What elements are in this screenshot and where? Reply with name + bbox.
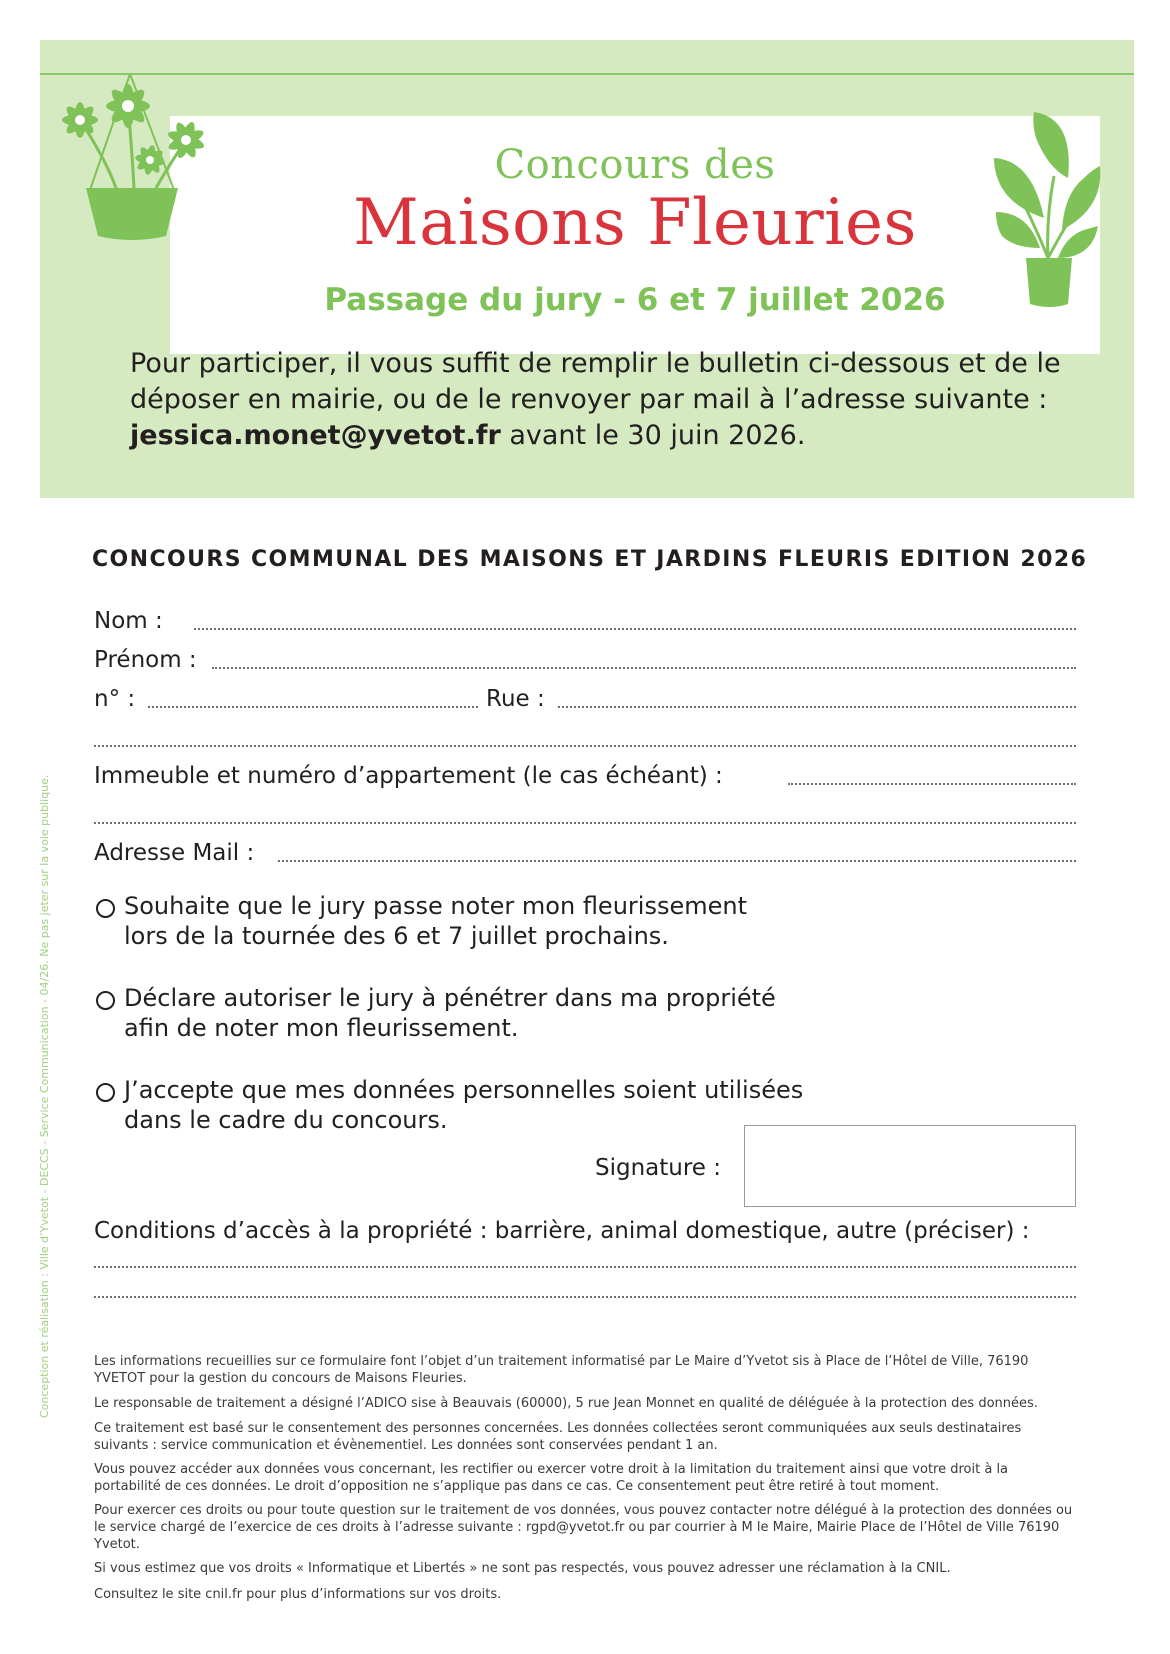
- conditions-label: Conditions d’accès à la propriété : barrière, animal domestique, autre (préciser) :: [94, 1218, 1030, 1244]
- option-line-2: afin de noter mon fleurissement.: [124, 1014, 519, 1042]
- radio-button[interactable]: [96, 899, 115, 918]
- legal-paragraph: Vous pouvez accéder aux données vous concernant, les rectifier ou exercer votre droit à la limitation du traitement ainsi que votre droit à la portabilité de ces données. Le droit d’opposition ne s’applique pas dans ce cas. Ce consentement peut être retiré à tout moment.: [94, 1462, 1009, 1494]
- nom-field[interactable]: [194, 628, 1076, 630]
- conditions-field-1[interactable]: [94, 1266, 1076, 1268]
- signature-label: Signature :: [595, 1155, 722, 1181]
- intro-line-1: Pour participer, il vous suffit de remplir le bulletin ci-dessous et de le: [130, 348, 1061, 379]
- numero-field[interactable]: [148, 706, 478, 708]
- side-credit: Conception et réalisation : Ville d’Yvetot - DECCS - Service Communication - 04/26. Ne pas jeter sur la voie publique.: [38, 774, 51, 1418]
- option-line-2: lors de la tournée des 6 et 7 juillet prochains.: [124, 922, 669, 950]
- intro-text: [130, 346, 1090, 454]
- title-box: [170, 116, 1100, 354]
- immeuble-field[interactable]: [788, 783, 1076, 785]
- title-line-2: Maisons Fleuries: [353, 186, 917, 260]
- option-line-2: dans le cadre du concours.: [124, 1106, 448, 1134]
- rue-field[interactable]: [558, 706, 1076, 708]
- jury-date: Passage du jury - 6 et 7 juillet 2026: [324, 282, 946, 318]
- rue-label: Rue :: [486, 686, 545, 712]
- option-line-1: Souhaite que le jury passe noter mon fleurissement: [124, 892, 747, 920]
- option-line-1: J’accepte que mes données personnelles soient utilisées: [124, 1076, 804, 1104]
- email-field[interactable]: [278, 860, 1076, 862]
- option-line-1: Déclare autoriser le jury à pénétrer dans ma propriété: [124, 984, 776, 1012]
- legal-paragraph: Le responsable de traitement a désigné l’ADICO sise à Beauvais (60000), 5 rue Jean Monnet en qualité de déléguée à la protection des données.: [94, 1396, 1038, 1411]
- form-title: CONCOURS COMMUNAL DES MAISONS ET JARDINS FLEURIS EDITION 2026: [92, 547, 1088, 572]
- intro-line-2: déposer en mairie, ou de le renvoyer par mail à l’adresse suivante :: [130, 384, 1048, 415]
- title-line-1: Concours des: [494, 142, 776, 188]
- prenom-field[interactable]: [212, 667, 1076, 669]
- immeuble-continuation-field[interactable]: [94, 822, 1076, 824]
- prenom-label: Prénom :: [94, 647, 197, 673]
- intro-line-3: [130, 418, 1090, 454]
- signature-box[interactable]: [744, 1125, 1076, 1207]
- radio-button[interactable]: [96, 1083, 115, 1102]
- nom-label: Nom :: [94, 608, 163, 634]
- address-continuation-field[interactable]: [94, 745, 1076, 747]
- numero-label: n° :: [94, 686, 136, 712]
- legal-paragraph: Si vous estimez que vos droits « Informatique et Libertés » ne sont pas respectés, vous pouvez adresser une réclamation à la CNIL.: [94, 1561, 951, 1576]
- legal-paragraph: Les informations recueillies sur ce formulaire font l’objet d’un traitement informatisé par Le Maire d’Yvetot sis à Place de l’Hôtel de Ville, 76190 YVETOT pour la gestion du concours de Maisons Fleuries.: [94, 1354, 1029, 1386]
- legal-paragraph: Pour exercer ces droits ou pour toute question sur le traitement de vos données, vous pouvez contacter notre délégué à la protection des données ou le service chargé de l’exercice de ces droits à l’adresse suivante : rgpd@yvetot.fr ou par courrier à M le Maire, Mairie Place de l’Hôtel de Ville 76190 Yvetot.: [94, 1503, 1073, 1552]
- legal-paragraph: Consultez le site cnil.fr pour plus d’informations sur vos droits.: [94, 1587, 502, 1602]
- email-label: Adresse Mail :: [94, 840, 255, 866]
- potted-plant-icon: [988, 108, 1106, 320]
- immeuble-label: Immeuble et numéro d’appartement (le cas échéant) :: [94, 763, 723, 789]
- deadline-text: avant le 30 juin 2026.: [500, 420, 806, 451]
- legal-paragraph: Ce traitement est basé sur le consentement des personnes concernées. Les données collectées seront communiquées aux seuls destinataires suivants : service communication et évènementiel. Les données sont conservées pendant 1 an.: [94, 1421, 1022, 1453]
- conditions-field-2[interactable]: [94, 1296, 1076, 1298]
- contact-email: jessica.monet@yvetot.fr: [130, 420, 501, 451]
- hanging-flower-pot-icon: [46, 70, 216, 250]
- radio-button[interactable]: [96, 991, 115, 1010]
